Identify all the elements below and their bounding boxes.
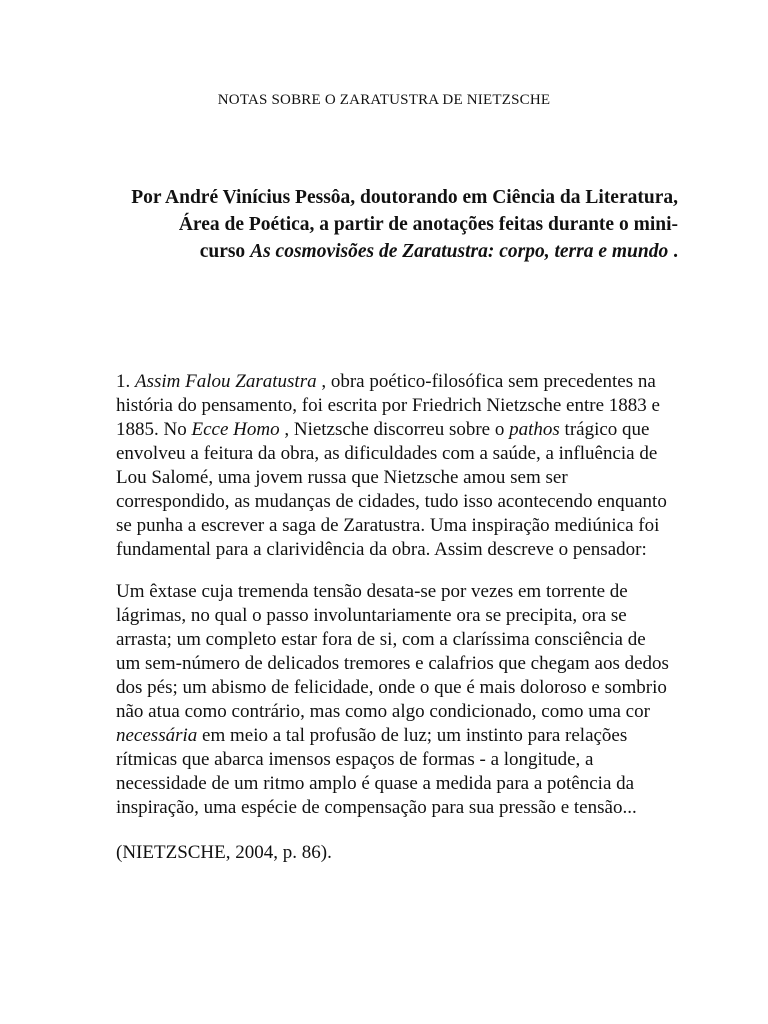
- byline-line-3: [100, 238, 678, 265]
- byline-line-3-suffix: .: [668, 241, 678, 262]
- paragraph-1-line-2: história do pensamento, foi escrita por Friedrich Nietzsche entre 1883 e: [116, 395, 660, 416]
- necessaria-term: necessária: [116, 725, 198, 746]
- p1-l3-suffix: trágico que: [559, 419, 650, 440]
- ecce-homo-title: Ecce Homo: [191, 419, 280, 440]
- quote-line-7: [116, 724, 706, 748]
- course-title: As cosmovisões de Zaratustra: corpo, terra e mundo: [250, 241, 669, 262]
- paragraph-1-line-7: se punha a escrever a saga de Zaratustra. Uma inspiração mediúnica foi: [116, 515, 660, 536]
- book-title: Assim Falou Zaratustra: [135, 371, 317, 392]
- quote-line-9: necessidade de um ritmo amplo é quase a medida para a potência da: [116, 773, 635, 794]
- p1-l1-suffix: , obra poético-filosófica sem precedentes na: [316, 371, 656, 392]
- quote-line-10: inspiração, uma espécie de compensação para sua pressão e tensão...: [116, 797, 637, 818]
- paragraph-1-line-1: [116, 370, 706, 394]
- byline-line-1: Por André Vinícius Pessôa, doutorando em Ciência da Literatura,: [131, 187, 678, 208]
- p1-l1-prefix: 1.: [116, 371, 135, 392]
- paragraph-1-line-8: fundamental para a clarividência da obra. Assim descreve o pensador:: [116, 539, 647, 560]
- p1-l3-prefix: 1885. No: [116, 419, 192, 440]
- quote-line-6: não atua como contrário, mas como algo condicionado, como uma cor: [116, 701, 650, 722]
- quote-line-3: arrasta; um completo estar fora de si, com a claríssima consciência de: [116, 629, 646, 650]
- paragraph-1-line-4: envolveu a feitura da obra, as dificuldades com a saúde, a influência de: [116, 443, 658, 464]
- byline-line-2: Área de Poética, a partir de anotações feitas durante o mini-: [178, 214, 678, 235]
- quote-line-5: dos pés; um abismo de felicidade, onde o que é mais doloroso e sombrio: [116, 677, 667, 698]
- quote-line-4: um sem-número de delicados tremores e calafrios que chegam aos dedos: [116, 653, 669, 674]
- paragraph-1-line-3: [116, 418, 706, 442]
- citation: (NIETZSCHE, 2004, p. 86).: [116, 842, 332, 863]
- block-quote: [116, 580, 706, 820]
- quote-line-2: lágrimas, no qual o passo involuntariamente ora se precipita, ora se: [116, 605, 627, 626]
- byline-line-3-prefix: curso: [199, 241, 251, 262]
- quote-line-8: rítmicas que abarca imensos espaços de formas - a longitude, a: [116, 749, 594, 770]
- quote-line-1: Um êxtase cuja tremenda tensão desata-se por vezes em torrente de: [116, 581, 628, 602]
- paragraph-1-line-6: correspondido, as mudanças de cidades, tudo isso acontecendo enquanto: [116, 491, 667, 512]
- paragraph-1-line-5: Lou Salomé, uma jovem russa que Nietzsche amou sem ser: [116, 467, 568, 488]
- p1-l3-middle: , Nietzsche discorreu sobre o: [279, 419, 510, 440]
- quote-l7-suffix: em meio a tal profusão de luz; um instinto para relações: [197, 725, 628, 746]
- document-title: NOTAS SOBRE O ZARATUSTRA DE NIETZSCHE: [217, 92, 551, 108]
- pathos-term: pathos: [509, 419, 560, 440]
- author-byline: [100, 184, 678, 265]
- paragraph-1: [116, 370, 706, 562]
